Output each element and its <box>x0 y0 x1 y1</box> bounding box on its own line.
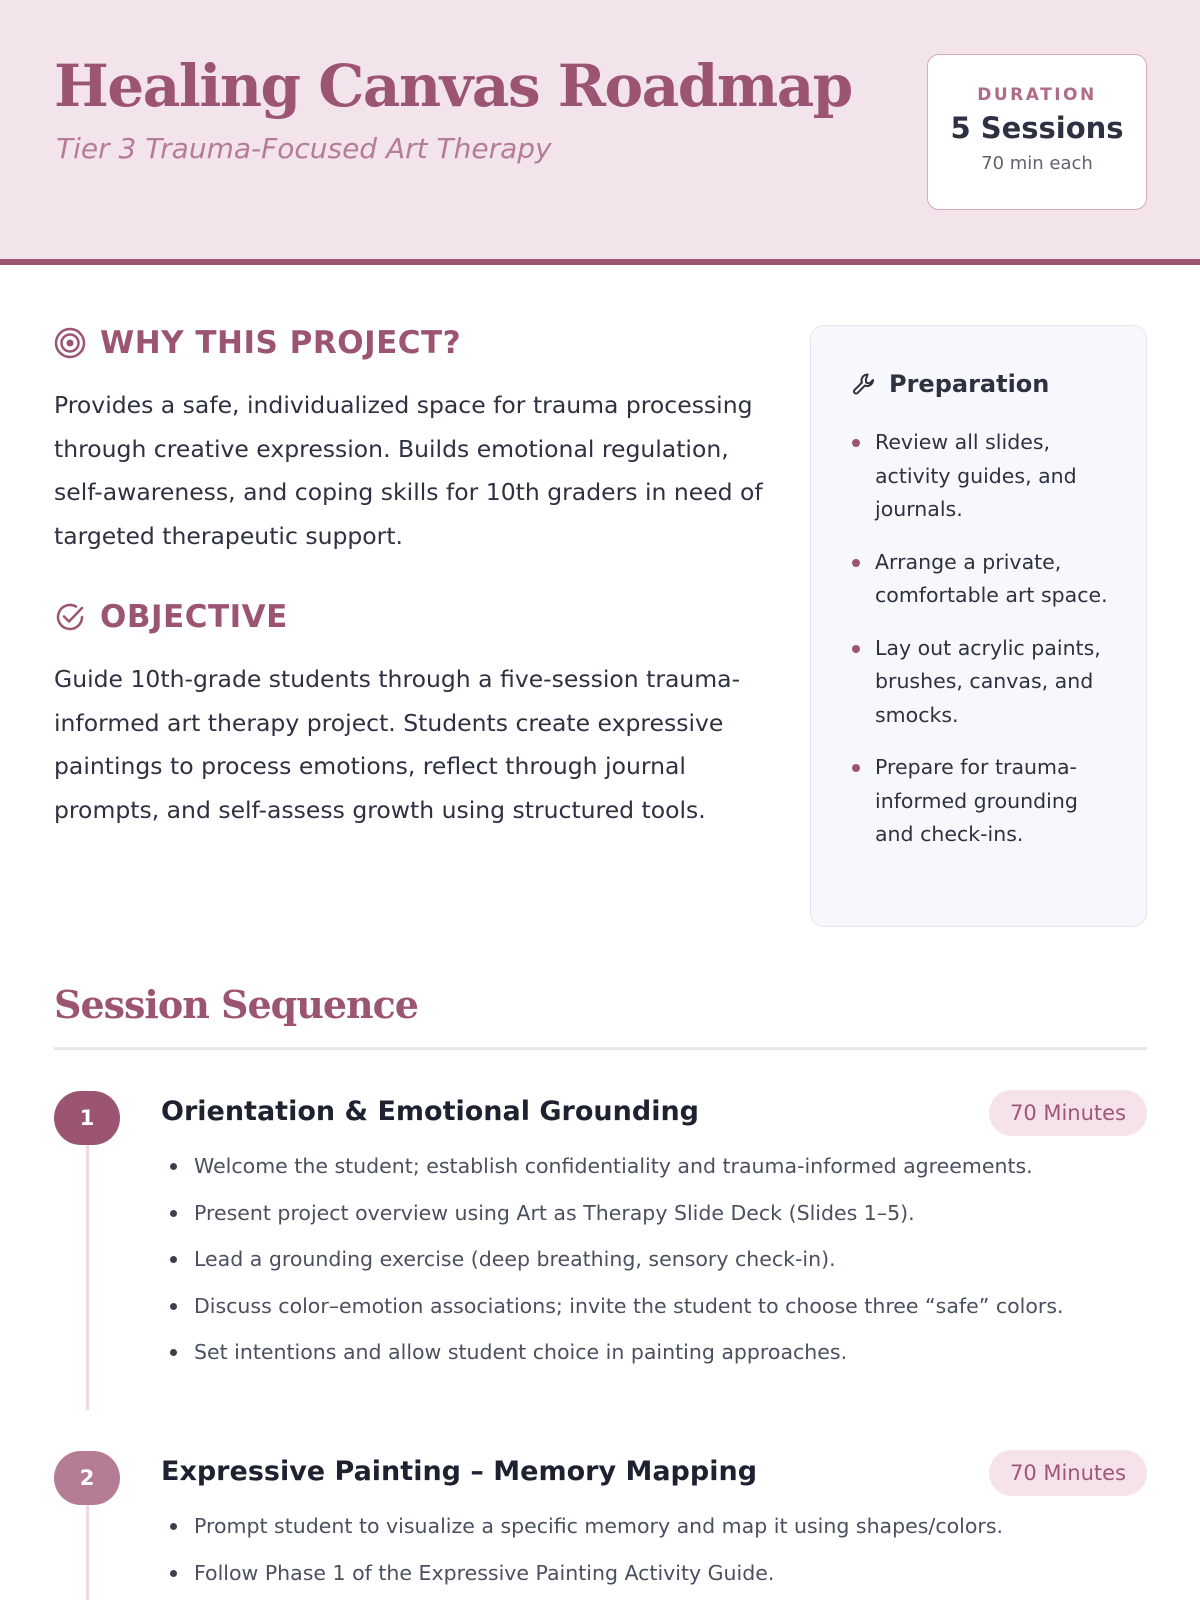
why-title: WHY THIS PROJECT? <box>100 325 461 361</box>
objective-title: OBJECTIVE <box>100 599 288 635</box>
preparation-title: Preparation <box>889 370 1049 398</box>
session-number-badge: 1 <box>54 1091 120 1145</box>
list-item: Welcome the student; establish confidentiality and trauma-informed agreements. <box>194 1151 1144 1198</box>
why-text: Provides a safe, individualized space for trauma processing through creative expression. Builds emotional regulation, self-awareness, and coping skills for 10th graders in need of targeted therapeutic support. <box>54 384 764 558</box>
session-title: Orientation & Emotional Grounding <box>161 1096 699 1127</box>
wrench-icon <box>851 371 877 397</box>
page-subtitle: Tier 3 Trauma-Focused Art Therapy <box>56 132 552 165</box>
session-number-badge: 2 <box>54 1451 120 1505</box>
timeline-line <box>86 1140 89 1410</box>
session-duration-pill: 70 Minutes <box>989 1090 1147 1136</box>
list-item: Follow Phase 1 of the Expressive Painting Activity Guide. <box>194 1558 1144 1604</box>
list-item: Lay out acrylic paints, brushes, canvas, and smocks. <box>875 632 1115 733</box>
duration-value: 5 Sessions <box>928 111 1146 145</box>
objective-text: Guide 10th-grade students through a five-session trauma-informed art therapy project. Students create expressive paintings to process emotions, reflect through journal prompts, and self-assess growth using structured tools. <box>54 658 764 832</box>
session-task-list <box>194 1151 1144 1384</box>
list-item: Discuss color–emotion associations; invite the student to choose three “safe” colors. <box>194 1291 1144 1338</box>
timeline-line <box>86 1500 89 1600</box>
objective-heading <box>54 599 288 635</box>
session-duration-pill: 70 Minutes <box>989 1450 1147 1496</box>
preparation-list <box>875 426 1115 871</box>
page-title: Healing Canvas Roadmap <box>54 52 852 120</box>
duration-card <box>927 54 1147 210</box>
divider <box>54 1047 1147 1050</box>
preparation-card <box>810 325 1147 927</box>
list-item: Prompt student to visualize a specific memory and map it using shapes/colors. <box>194 1511 1144 1558</box>
session-task-list <box>194 1511 1144 1604</box>
list-item: Review all slides, activity guides, and journals. <box>875 426 1115 527</box>
duration-label: DURATION <box>928 85 1146 105</box>
session-title: Expressive Painting – Memory Mapping <box>161 1456 757 1487</box>
list-item: Prepare for trauma-informed grounding and check-ins. <box>875 751 1115 852</box>
sequence-title: Session Sequence <box>54 982 418 1027</box>
list-item: Lead a grounding exercise (deep breathing, sensory check-in). <box>194 1244 1144 1291</box>
check-circle-icon <box>54 601 86 633</box>
list-item: Present project overview using Art as Therapy Slide Deck (Slides 1–5). <box>194 1198 1144 1245</box>
header <box>0 0 1200 265</box>
duration-sub: 70 min each <box>928 153 1146 174</box>
preparation-heading <box>851 370 1049 398</box>
list-item: Arrange a private, comfortable art space. <box>875 546 1115 613</box>
list-item: Set intentions and allow student choice in painting approaches. <box>194 1337 1144 1384</box>
target-icon <box>54 327 86 359</box>
why-heading <box>54 325 461 361</box>
